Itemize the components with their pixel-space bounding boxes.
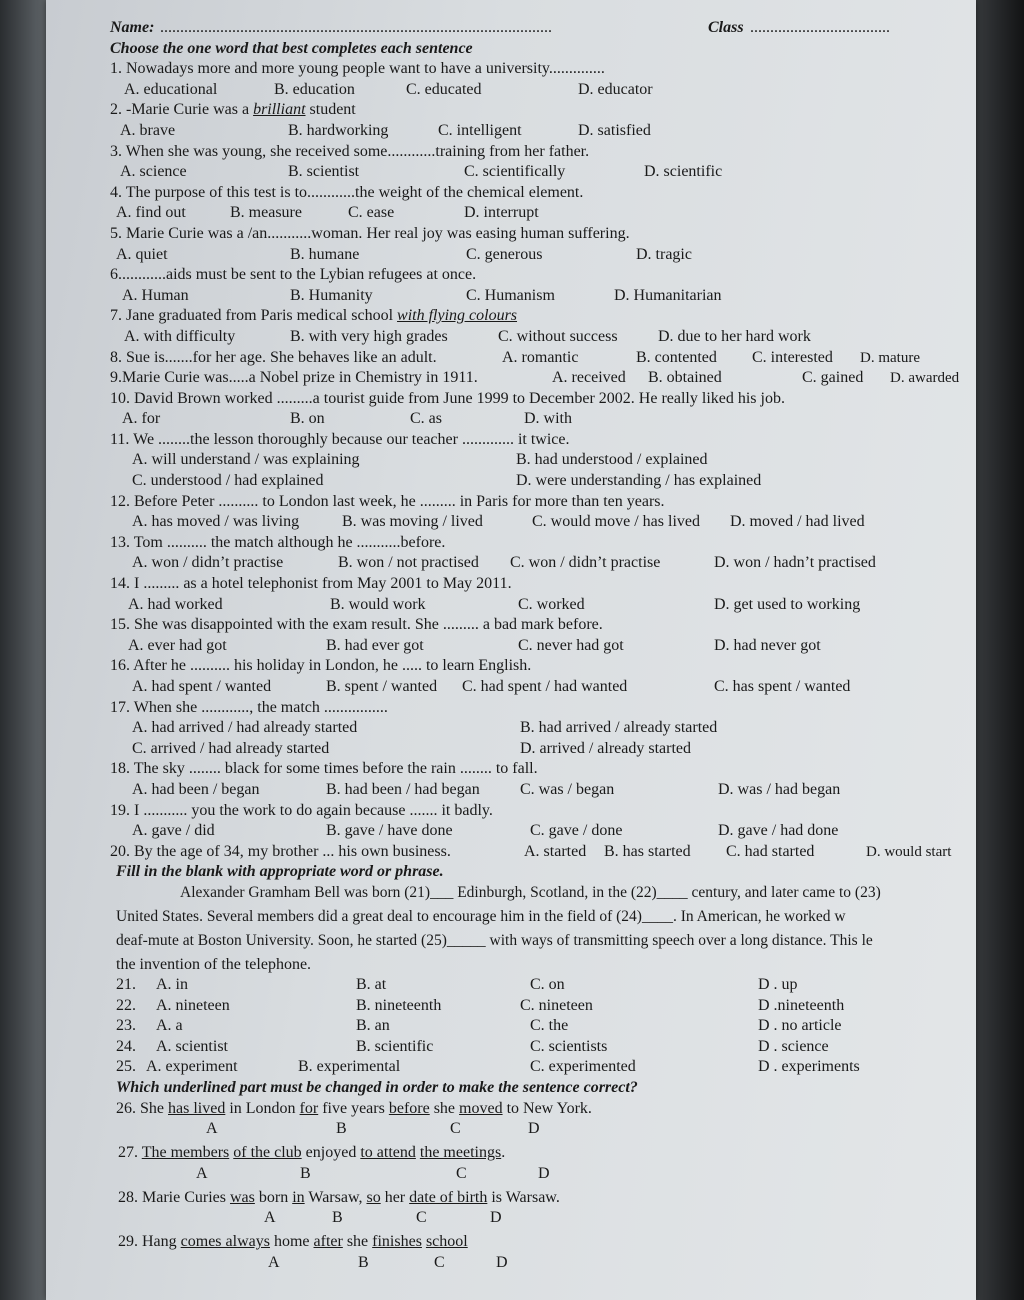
underlined-part-b: after bbox=[313, 1233, 343, 1251]
error-question: 28. Marie Curies was born in Warsaw, so her date of birth is Warsaw. bbox=[118, 1188, 560, 1206]
options-row bbox=[110, 780, 972, 801]
option: B. was moving / lived bbox=[342, 513, 483, 531]
option: C. gained bbox=[802, 369, 864, 387]
option: D. get used to working bbox=[714, 595, 861, 613]
options-row bbox=[110, 512, 972, 533]
option: A. brave bbox=[120, 121, 176, 139]
question: 1. Nowadays more and more young people want to have a university.............. bbox=[110, 60, 605, 78]
letter-d: D bbox=[538, 1164, 550, 1182]
option: A. with difficulty bbox=[124, 327, 236, 345]
option: C. had spent / had wanted bbox=[462, 678, 628, 695]
option: C. interested bbox=[752, 348, 833, 366]
option: C. won / didn’t practise bbox=[510, 554, 661, 572]
passage-line: United States. Several members did a great deal to encourage him in the field of (24)____. In American, he worked w bbox=[116, 907, 846, 925]
underlined-part-c: finishes bbox=[372, 1233, 422, 1251]
options-row bbox=[110, 1037, 972, 1058]
letter-a: A bbox=[206, 1120, 218, 1138]
option: A. science bbox=[120, 163, 187, 181]
option: B. Humanity bbox=[290, 286, 373, 304]
option: C. on bbox=[530, 975, 565, 993]
name-dots: .................................................................................................. bbox=[160, 19, 552, 36]
letter-a: A bbox=[268, 1253, 280, 1271]
underlined-part-d: moved bbox=[459, 1099, 503, 1117]
option: C. scientifically bbox=[464, 163, 566, 181]
option: D. moved / had lived bbox=[730, 513, 865, 531]
question-number: 22. bbox=[116, 996, 136, 1014]
option: C. experimented bbox=[530, 1058, 636, 1076]
underlined-part-b: for bbox=[299, 1099, 319, 1117]
question: 7. Jane graduated from Paris medical school with flying colours bbox=[110, 307, 518, 325]
letter-a: A bbox=[264, 1209, 276, 1227]
question: 14. I ......... as a hotel telephonist from May 2001 to May 2011. bbox=[110, 575, 512, 593]
underlined-part-a: comes always bbox=[180, 1233, 270, 1251]
letter-b: B bbox=[332, 1209, 343, 1227]
options-row bbox=[110, 121, 972, 142]
option: D. awarded bbox=[890, 370, 960, 387]
question: 6............aids must be sent to the Lybian refugees at once. bbox=[110, 266, 477, 284]
letter-d: D bbox=[528, 1120, 540, 1138]
question-row bbox=[110, 348, 972, 369]
option: A. experiment bbox=[146, 1058, 238, 1076]
passage-line: deaf-mute at Boston University. Soon, he started (25)_____ with ways of transmitting speech over a long distance. This le bbox=[116, 931, 873, 949]
option: D. due to her hard work bbox=[658, 327, 811, 345]
letter-b: B bbox=[300, 1164, 311, 1182]
underlined-part-b: of the club bbox=[233, 1144, 302, 1162]
question: 17. When she ............, the match ................ bbox=[110, 698, 388, 716]
option: D. satisfied bbox=[578, 121, 651, 139]
question: 4. The purpose of this test is to............the weight of the chemical element. bbox=[110, 183, 584, 201]
option: B. won / not practised bbox=[338, 554, 479, 572]
option: C. scientists bbox=[530, 1037, 608, 1055]
underlined-part-c: so bbox=[366, 1188, 381, 1206]
options-row bbox=[110, 636, 972, 657]
error-question: 29. Hang comes always home after she finishes school bbox=[118, 1233, 468, 1251]
option: C. without success bbox=[498, 327, 618, 345]
section-title: Fill in the blank with appropriate word or phrase. bbox=[116, 863, 444, 881]
options-row bbox=[110, 203, 972, 224]
option: A. educational bbox=[124, 80, 218, 98]
answer-letters bbox=[110, 1253, 972, 1277]
underlined-part-a: has lived bbox=[168, 1099, 226, 1117]
option: B. humane bbox=[290, 245, 360, 263]
option: A. had spent / wanted bbox=[132, 678, 272, 695]
class-label: Class bbox=[708, 19, 744, 36]
option: B. scientific bbox=[356, 1037, 434, 1055]
option: D . experiments bbox=[758, 1058, 860, 1076]
option: D. interrupt bbox=[464, 204, 539, 222]
option: D. scientific bbox=[644, 163, 723, 181]
option: C. intelligent bbox=[438, 121, 522, 139]
option: C. gave / done bbox=[530, 822, 623, 840]
options-row bbox=[110, 553, 972, 574]
option: D. gave / had done bbox=[718, 822, 839, 840]
question: 15. She was disappointed with the exam result. She ......... a bad mark before. bbox=[110, 616, 603, 634]
option: A. had been / began bbox=[132, 780, 260, 798]
option: D. mature bbox=[860, 349, 920, 366]
question: 16. After he .......... his holiday in London, he ..... to learn English. bbox=[110, 657, 532, 675]
answer-letters bbox=[110, 1119, 972, 1143]
question: 10. David Brown worked .........a tourist guide from June 1999 to December 2002. He really liked his job. bbox=[110, 389, 785, 407]
option: D. tragic bbox=[636, 245, 692, 263]
option: B. scientist bbox=[288, 163, 360, 181]
options-row bbox=[110, 409, 972, 430]
option: C. never had got bbox=[518, 636, 624, 654]
question: 12. Before Peter .......... to London last week, he ......... in Paris for more than ten years. bbox=[110, 492, 665, 510]
letter-c: C bbox=[434, 1253, 445, 1271]
option: A. quiet bbox=[116, 245, 168, 263]
name-label: Name: bbox=[110, 19, 155, 36]
option: B. contented bbox=[636, 348, 717, 366]
option: B. had arrived / already started bbox=[520, 719, 718, 737]
options-row bbox=[110, 1057, 972, 1078]
options-row bbox=[110, 739, 972, 760]
option: A. started bbox=[524, 842, 587, 860]
option: C. has spent / wanted bbox=[714, 678, 851, 695]
option: B. gave / have done bbox=[326, 822, 453, 840]
option: D. would start bbox=[866, 843, 952, 860]
underlined-part-d: the meetings bbox=[419, 1144, 502, 1162]
option: C. educated bbox=[406, 80, 482, 98]
option: A. received bbox=[552, 369, 626, 387]
option: B. obtained bbox=[648, 369, 722, 387]
option: D. Humanitarian bbox=[614, 286, 722, 304]
question: 3. When she was young, she received some............training from her father. bbox=[110, 142, 590, 160]
option: C. arrived / had already started bbox=[132, 739, 330, 757]
option: B. on bbox=[290, 410, 325, 428]
option: B. spent / wanted bbox=[326, 678, 438, 695]
option: A. scientist bbox=[156, 1037, 228, 1055]
option: A. nineteen bbox=[156, 996, 230, 1014]
options-row bbox=[110, 162, 972, 183]
options-row bbox=[110, 286, 972, 307]
error-question: 27. The members of the club enjoyed to attend the meetings. bbox=[118, 1144, 506, 1162]
question: 2. -Marie Curie was a brilliant student bbox=[110, 101, 356, 119]
question-row bbox=[110, 842, 972, 863]
option: A. for bbox=[122, 410, 161, 428]
option: B. an bbox=[356, 1017, 390, 1035]
option: A. will understand / was explaining bbox=[132, 451, 360, 469]
option: B. at bbox=[356, 975, 387, 993]
option: D. was / had began bbox=[718, 780, 841, 798]
question: 19. I ........... you the work to do again because ....... it badly. bbox=[110, 801, 493, 819]
letter-d: D bbox=[496, 1253, 508, 1271]
option: D. had never got bbox=[714, 636, 821, 654]
option: B. with very high grades bbox=[290, 327, 448, 345]
option: B. experimental bbox=[298, 1058, 401, 1076]
option: C. as bbox=[410, 410, 442, 428]
options-row bbox=[110, 245, 972, 266]
passage-line: Alexander Gramham Bell was born (21)___ Edinburgh, Scotland, in the (22)____ century, and later came to (23) bbox=[180, 883, 881, 901]
letter-a: A bbox=[196, 1164, 208, 1182]
question-row bbox=[110, 368, 972, 389]
option: C. had started bbox=[726, 842, 815, 860]
answer-letters bbox=[110, 1208, 972, 1232]
option: D .nineteenth bbox=[758, 996, 845, 1014]
options-row bbox=[110, 996, 972, 1017]
option: B. would work bbox=[330, 595, 426, 613]
option: C. was / began bbox=[520, 780, 615, 798]
option: D. were understanding / has explained bbox=[516, 472, 762, 490]
option: D. with bbox=[524, 410, 572, 428]
option: C. would move / has lived bbox=[532, 513, 700, 531]
options-row bbox=[110, 677, 972, 698]
underlined-part-b: in bbox=[292, 1188, 305, 1206]
option: A. has moved / was living bbox=[132, 513, 300, 531]
passage-line: the invention of the telephone. bbox=[116, 955, 312, 973]
option: A. in bbox=[156, 975, 188, 993]
option: C. generous bbox=[466, 245, 543, 263]
letter-c: C bbox=[450, 1120, 461, 1138]
question-number: 23. bbox=[116, 1017, 136, 1035]
option: C. ease bbox=[348, 204, 395, 222]
question: 5. Marie Curie was a /an...........woman. Her real joy was easing human suffering. bbox=[110, 224, 630, 242]
underlined-part-a: The members bbox=[141, 1144, 230, 1162]
option: B. nineteenth bbox=[356, 996, 442, 1014]
question-number: 25. bbox=[116, 1058, 136, 1076]
question: 11. We ........the lesson thoroughly because our teacher ............. it twice. bbox=[110, 430, 570, 448]
options-row bbox=[110, 327, 972, 348]
underlined-part-d: school bbox=[425, 1233, 468, 1251]
options-row bbox=[110, 80, 972, 101]
question: 20. By the age of 34, my brother ... his own business. bbox=[110, 842, 451, 860]
option: B. had ever got bbox=[326, 636, 424, 654]
options-row bbox=[110, 450, 972, 471]
underlined-part-c: before bbox=[388, 1099, 430, 1117]
option: D . science bbox=[758, 1037, 829, 1055]
option: B. measure bbox=[230, 204, 302, 222]
underlined-part-a: was bbox=[229, 1188, 255, 1206]
option: C. nineteen bbox=[520, 996, 593, 1014]
underlined-part-c: to attend bbox=[360, 1144, 416, 1162]
option: A. Human bbox=[122, 286, 189, 304]
option: A. a bbox=[156, 1017, 183, 1035]
letter-d: D bbox=[490, 1209, 502, 1227]
dark-background-right bbox=[972, 0, 1024, 1300]
class-dots: ................................... bbox=[750, 19, 890, 36]
options-row bbox=[110, 975, 972, 996]
letter-b: B bbox=[336, 1120, 347, 1138]
option: B. has started bbox=[604, 842, 691, 860]
option: D . up bbox=[758, 975, 798, 993]
option: D. educator bbox=[578, 80, 653, 98]
underlined-part-d: date of birth bbox=[409, 1188, 488, 1206]
option: A. find out bbox=[116, 204, 186, 222]
option: A. romantic bbox=[502, 348, 579, 366]
header-row bbox=[110, 18, 972, 39]
question: 9.Marie Curie was.....a Nobel prize in Chemistry in 1911. bbox=[110, 369, 478, 387]
error-question: 26. She has lived in London for five years before she moved to New York. bbox=[116, 1099, 592, 1117]
options-row bbox=[110, 821, 972, 842]
option: C. worked bbox=[518, 595, 585, 613]
letter-c: C bbox=[456, 1164, 467, 1182]
option: D. arrived / already started bbox=[520, 739, 692, 757]
option: C. understood / had explained bbox=[132, 472, 324, 490]
option: B. education bbox=[274, 80, 355, 98]
question: 18. The sky ........ black for some times before the rain ........ to fall. bbox=[110, 760, 538, 778]
option: D . no article bbox=[758, 1017, 842, 1035]
option: A. had worked bbox=[128, 595, 223, 613]
letter-b: B bbox=[358, 1253, 369, 1271]
option: D. won / hadn’t practised bbox=[714, 554, 876, 572]
option: B. had been / had began bbox=[326, 780, 480, 798]
question-number: 24. bbox=[116, 1037, 136, 1055]
option: C. the bbox=[530, 1017, 569, 1035]
section-title: Which underlined part must be changed in order to make the sentence correct? bbox=[116, 1078, 638, 1096]
question: 13. Tom .......... the match although he ...........before. bbox=[110, 533, 446, 551]
question: 8. Sue is.......for her age. She behaves like an adult. bbox=[110, 348, 437, 366]
option: C. Humanism bbox=[466, 286, 555, 304]
question-number: 21. bbox=[116, 975, 136, 993]
option: A. won / didn’t practise bbox=[132, 554, 284, 572]
option: A. had arrived / had already started bbox=[132, 719, 358, 737]
worksheet-content bbox=[110, 18, 972, 1277]
option: A. ever had got bbox=[128, 636, 227, 654]
letter-c: C bbox=[416, 1209, 427, 1227]
section-title: Choose the one word that best completes each sentence bbox=[110, 39, 473, 57]
options-row bbox=[110, 595, 972, 616]
option: B. had understood / explained bbox=[516, 451, 708, 469]
answer-letters bbox=[110, 1164, 972, 1188]
options-row bbox=[110, 718, 972, 739]
options-row bbox=[110, 1016, 972, 1037]
option: A. gave / did bbox=[132, 822, 215, 840]
options-row bbox=[110, 471, 972, 492]
option: B. hardworking bbox=[288, 121, 389, 139]
